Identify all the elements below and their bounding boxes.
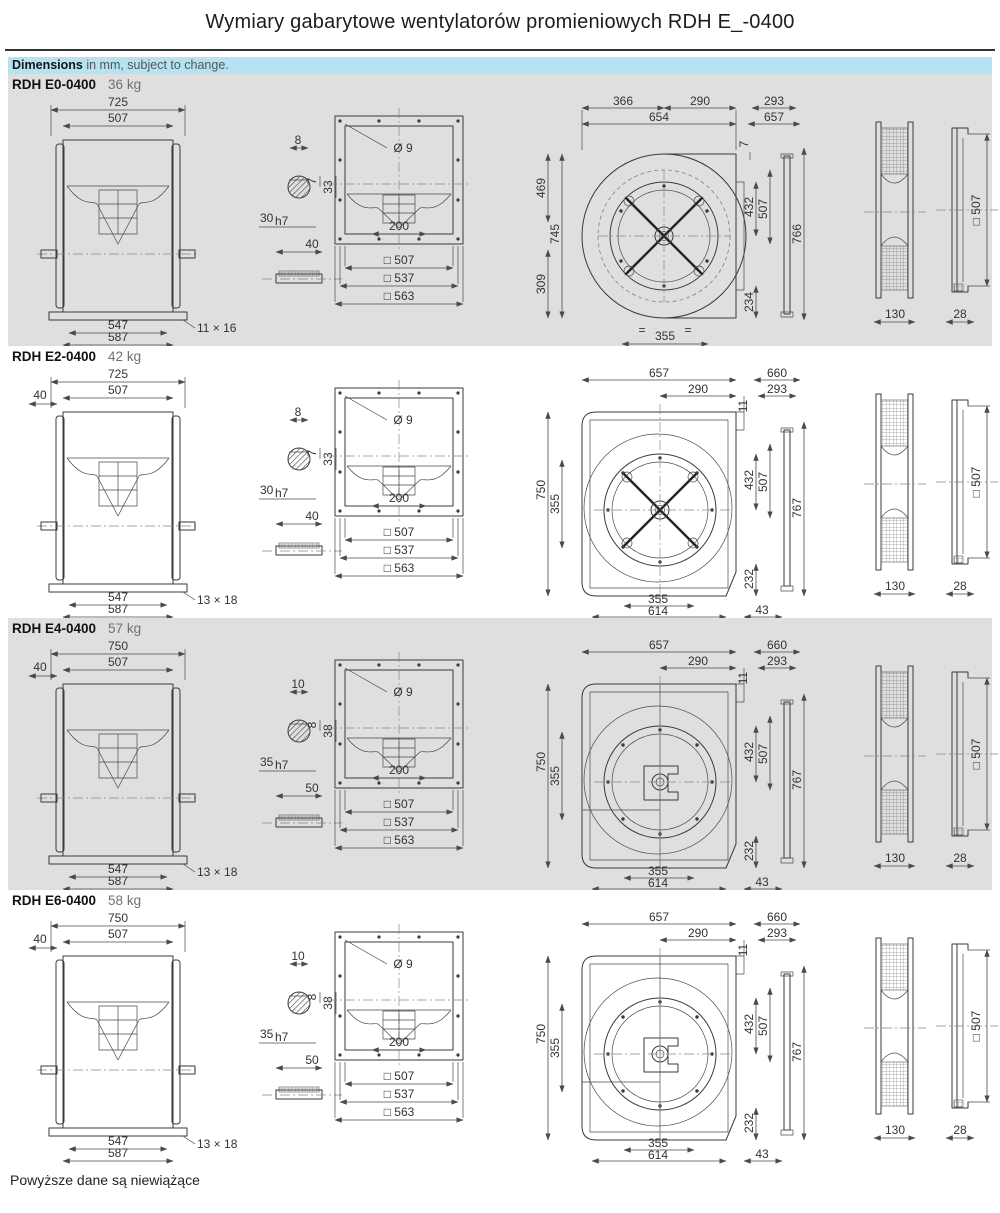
dim-step: 7 xyxy=(737,140,751,148)
dim-foot-inner: 547 xyxy=(107,1134,129,1148)
dim-key-length: 50 xyxy=(305,781,319,795)
model-name: RDH E2-0400 xyxy=(12,349,97,364)
dim-square-mid: □ 537 xyxy=(383,543,415,557)
dim-left-upper: 469 xyxy=(534,177,548,199)
dim-left-inner: 355 xyxy=(548,493,562,515)
dim-bottom-offset: 232 xyxy=(742,568,756,590)
dim-foot-slot: 13 × 18 xyxy=(197,593,238,607)
dim-shaft-height: 38 xyxy=(321,724,335,738)
dim-cone-square: □ 507 xyxy=(969,738,983,770)
inlet-grille-side-view xyxy=(858,94,933,346)
dim-foot-outer: 587 xyxy=(107,602,129,616)
dim-inlet-square: 507 xyxy=(756,743,770,765)
model-weight: 42 kg xyxy=(108,349,142,364)
dim-inlet-square: 507 xyxy=(756,471,770,493)
dim-key-length: 40 xyxy=(305,237,319,251)
scroll-front-view xyxy=(534,910,813,1162)
dim-shaft-fit: h7 xyxy=(275,214,289,228)
dim-top-left: 366 xyxy=(612,94,634,108)
dimensions-bar-rest: in mm, subject to change. xyxy=(82,58,229,72)
model-section xyxy=(8,618,992,890)
dim-left-inner: 355 xyxy=(548,1037,562,1059)
dim-square-outer: □ 563 xyxy=(383,833,415,847)
dim-bottom-total: 614 xyxy=(647,604,669,618)
dim-bottom-width: 355 xyxy=(647,1136,669,1150)
dim-key-width: 8 xyxy=(294,405,302,419)
dim-overall-width: 750 xyxy=(107,911,129,925)
dim-inlet-width: 507 xyxy=(107,383,129,397)
dim-foot-inner: 547 xyxy=(107,590,129,604)
page-title: Wymiary gabarytowe wentylatorów promieniowych RDH E_-0400 xyxy=(205,11,795,33)
dim-bottom-total: 614 xyxy=(647,1148,669,1162)
dim-bottom-width: 355 xyxy=(647,592,669,606)
housing-split-lines xyxy=(582,684,660,868)
dim-foot-slot: 11 × 16 xyxy=(197,321,237,335)
dim-shaft-fit: h7 xyxy=(275,758,289,772)
dim-bottom-width: 355 xyxy=(647,864,669,878)
dim-square-inner: □ 507 xyxy=(383,1069,415,1083)
slot-leader xyxy=(183,592,195,600)
svg-text:40: 40 xyxy=(33,660,47,674)
dim-left-total: 750 xyxy=(534,751,548,773)
housing-split-lines xyxy=(582,956,660,1140)
scroll-front-view xyxy=(534,94,813,346)
dim-top-total: 657 xyxy=(648,638,670,652)
hole-leader xyxy=(345,396,387,420)
dim-inlet-square: 507 xyxy=(756,1015,770,1037)
dim-grille-depth: 130 xyxy=(884,579,906,593)
dim-hole-dia: Ø 9 xyxy=(393,141,413,155)
dim-top-total: 654 xyxy=(648,110,670,124)
slot-leader xyxy=(183,320,195,328)
dim-grille-depth: 130 xyxy=(884,851,906,865)
dim-plate-offset: 43 xyxy=(755,1147,769,1161)
scroll-housing xyxy=(582,404,744,604)
dim-shaft-diameter: 30 xyxy=(260,483,274,497)
bearing-hub xyxy=(644,766,678,800)
dim-plate-height: 766 xyxy=(790,223,804,245)
dim-square-mid: □ 537 xyxy=(383,815,415,829)
drawing-views xyxy=(8,910,992,1162)
inlet-flange-view xyxy=(323,366,478,618)
scroll-housing xyxy=(582,154,746,318)
fan-side-view xyxy=(13,910,243,1162)
dim-shaft-height: 38 xyxy=(321,996,335,1010)
dim-square-inner: □ 507 xyxy=(383,797,415,811)
dim-plate-height: 767 xyxy=(790,497,804,519)
drawing-views xyxy=(8,366,992,618)
dim-top-right: 290 xyxy=(687,654,709,668)
slot-leader xyxy=(183,1136,195,1144)
dim-key-height: 8 xyxy=(305,993,319,1001)
grille-body xyxy=(864,122,926,298)
dim-bottom-offset: 232 xyxy=(742,1112,756,1134)
inlet-cone-side-view xyxy=(930,94,1000,346)
dim-inlet-circle: 432 xyxy=(742,469,756,491)
model-weight: 36 kg xyxy=(108,77,142,92)
dim-cone-square: □ 507 xyxy=(969,1010,983,1042)
hole-leader xyxy=(345,668,387,692)
dim-hole-dia: Ø 9 xyxy=(393,957,413,971)
dim-right-w1: 660 xyxy=(766,638,788,652)
fan-housing xyxy=(37,684,199,864)
dim-left-lower: 309 xyxy=(534,273,548,295)
dim-spigot: 200 xyxy=(388,763,410,777)
dim-square-outer: □ 563 xyxy=(383,561,415,575)
grille-body xyxy=(864,938,926,1114)
dimensions-bar-bold: Dimensions xyxy=(12,58,83,72)
dim-square-mid: □ 537 xyxy=(383,1087,415,1101)
dim-left-total: 745 xyxy=(548,223,562,245)
dim-key-width: 8 xyxy=(294,133,302,147)
inlet-grille-side-view xyxy=(858,366,933,618)
dim-top-right: 290 xyxy=(689,94,711,108)
cone-body xyxy=(936,672,998,836)
dim-square-outer: □ 563 xyxy=(383,1105,415,1119)
fan-housing xyxy=(37,140,199,320)
inlet-cone-side-view xyxy=(930,910,1000,1162)
drawing-views xyxy=(8,638,992,890)
dim-key-height: 7 xyxy=(305,177,319,185)
dim-cone-square: □ 507 xyxy=(969,466,983,498)
slot-leader xyxy=(183,864,195,872)
dim-cone-depth: 28 xyxy=(953,1123,967,1137)
dim-step: 11 xyxy=(736,399,750,413)
dim-foot-outer: 587 xyxy=(107,330,129,344)
dim-inlet-width: 507 xyxy=(107,111,129,125)
dimensions-bar xyxy=(8,57,992,74)
dim-square-inner: □ 507 xyxy=(383,525,415,539)
dim-shaft-height: 33 xyxy=(321,452,335,466)
dim-cone-square: □ 507 xyxy=(969,194,983,226)
inlet-grille-side-view xyxy=(858,638,933,890)
dim-shaft-diameter: 30 xyxy=(260,211,274,225)
dim-spigot: 200 xyxy=(388,1035,410,1049)
dim-cone-depth: 28 xyxy=(953,307,967,321)
model-weight: 57 kg xyxy=(108,621,142,636)
hole-leader xyxy=(345,940,387,964)
dim-shaft-fit: h7 xyxy=(275,486,289,500)
dim-hole-dia: Ø 9 xyxy=(393,685,413,699)
model-section xyxy=(8,346,992,618)
drawing-views xyxy=(8,94,992,346)
dim-plate-offset: 43 xyxy=(755,875,769,889)
inlet-grille-side-view xyxy=(858,910,933,1162)
dim-top-total: 657 xyxy=(648,910,670,924)
sections-container xyxy=(8,74,992,1162)
fan-side-view xyxy=(13,366,243,618)
dim-top-right: 290 xyxy=(687,926,709,940)
inlet-cone-side-view xyxy=(930,366,1000,618)
dim-shaft-fit: h7 xyxy=(275,1030,289,1044)
inlet-flange-view xyxy=(323,910,478,1162)
dim-left-offset xyxy=(29,388,57,404)
dim-bottom-offset: 234 xyxy=(742,291,756,313)
dim-left-total: 750 xyxy=(534,479,548,501)
model-header xyxy=(8,890,992,910)
scroll-housing xyxy=(582,948,744,1148)
dim-plate-height: 767 xyxy=(790,1041,804,1063)
dim-inlet-width: 507 xyxy=(107,927,129,941)
scroll-front-view xyxy=(534,366,813,618)
dim-grille-depth: 130 xyxy=(884,1123,906,1137)
dim-key-length: 50 xyxy=(305,1053,319,1067)
svg-text:40: 40 xyxy=(33,388,47,402)
grille-body xyxy=(864,394,926,570)
dim-shaft-height: 33 xyxy=(321,180,335,194)
dim-left-offset xyxy=(29,932,57,948)
dim-hole-dia: Ø 9 xyxy=(393,413,413,427)
dim-left-offset xyxy=(29,660,57,676)
dim-left-inner: 355 xyxy=(548,765,562,787)
dim-step: 11 xyxy=(736,671,750,685)
dim-shaft-diameter: 35 xyxy=(260,755,274,769)
model-header xyxy=(8,618,992,638)
model-name: RDH E6-0400 xyxy=(12,893,97,908)
inlet-cone-side-view xyxy=(930,638,1000,890)
dim-spigot: 200 xyxy=(388,491,410,505)
fan-housing xyxy=(37,956,199,1136)
model-header xyxy=(8,346,992,366)
model-section xyxy=(8,74,992,346)
model-weight: 58 kg xyxy=(108,893,142,908)
dim-key-length: 40 xyxy=(305,509,319,523)
inlet-flange-view xyxy=(323,94,478,346)
bearing-hub xyxy=(644,1038,678,1072)
dim-left-total: 750 xyxy=(534,1023,548,1045)
cone-body xyxy=(936,400,998,564)
dim-right-w1: 660 xyxy=(766,910,788,924)
dim-inlet-circle: 432 xyxy=(742,196,756,218)
dim-square-mid: □ 537 xyxy=(383,271,415,285)
fan-side-view xyxy=(13,94,243,346)
dim-foot-slot: 13 × 18 xyxy=(197,865,238,879)
dim-right-w2: 293 xyxy=(766,382,788,396)
dim-foot-outer: 587 xyxy=(107,1146,129,1160)
dim-spigot: 200 xyxy=(388,219,410,233)
eq-right: = xyxy=(684,323,692,337)
dim-bottom-width: 355 xyxy=(654,329,676,343)
model-name: RDH E4-0400 xyxy=(12,621,97,636)
dim-square-outer: □ 563 xyxy=(383,289,415,303)
dim-bottom-total: 614 xyxy=(647,876,669,890)
scroll-front-view xyxy=(534,638,813,890)
dim-inlet-square: 507 xyxy=(756,198,770,220)
dim-right-w1: 660 xyxy=(766,366,788,380)
dim-key-width: 10 xyxy=(291,949,305,963)
dim-foot-outer: 587 xyxy=(107,874,129,888)
model-section xyxy=(8,890,992,1162)
fan-side-view xyxy=(13,638,243,890)
dim-inlet-circle: 432 xyxy=(742,1013,756,1035)
dim-top-right: 290 xyxy=(687,382,709,396)
dim-right-w1: 293 xyxy=(763,94,785,108)
inlet-flange-view xyxy=(323,638,478,890)
dim-inlet-circle: 432 xyxy=(742,741,756,763)
hole-leader xyxy=(345,124,387,148)
dim-cone-depth: 28 xyxy=(953,579,967,593)
dim-plate-offset: 43 xyxy=(755,603,769,617)
dim-foot-inner: 547 xyxy=(107,318,129,332)
dim-bottom-offset: 232 xyxy=(742,840,756,862)
dim-top-total: 657 xyxy=(648,366,670,380)
dim-right-w2: 293 xyxy=(766,654,788,668)
cone-body xyxy=(936,128,998,292)
dim-overall-width: 750 xyxy=(107,639,129,653)
scroll-housing xyxy=(582,676,744,876)
dim-cone-depth: 28 xyxy=(953,851,967,865)
dim-key-width: 10 xyxy=(291,677,305,691)
dim-key-height: 8 xyxy=(305,721,319,729)
dim-key-height: 7 xyxy=(305,449,319,457)
dim-grille-depth: 130 xyxy=(884,307,906,321)
dim-step: 11 xyxy=(736,943,750,957)
dim-inlet-width: 507 xyxy=(107,655,129,669)
dim-right-w2: 293 xyxy=(766,926,788,940)
dim-right-w2: 657 xyxy=(763,110,785,124)
cone-body xyxy=(936,944,998,1108)
model-header xyxy=(8,74,992,94)
dim-foot-slot: 13 × 18 xyxy=(197,1137,238,1151)
dim-foot-inner: 547 xyxy=(107,862,129,876)
dim-square-inner: □ 507 xyxy=(383,253,415,267)
top-rule xyxy=(5,49,995,51)
fan-housing xyxy=(37,412,199,592)
svg-text:40: 40 xyxy=(33,932,47,946)
dim-shaft-diameter: 35 xyxy=(260,1027,274,1041)
grille-body xyxy=(864,666,926,842)
footer-note: Powyższe dane są niewiążące xyxy=(10,1172,200,1188)
dim-overall-width: 725 xyxy=(107,367,129,381)
eq-left: = xyxy=(638,323,646,337)
dim-plate-height: 767 xyxy=(790,769,804,791)
dim-overall-width: 725 xyxy=(107,95,129,109)
model-name: RDH E0-0400 xyxy=(12,77,97,92)
